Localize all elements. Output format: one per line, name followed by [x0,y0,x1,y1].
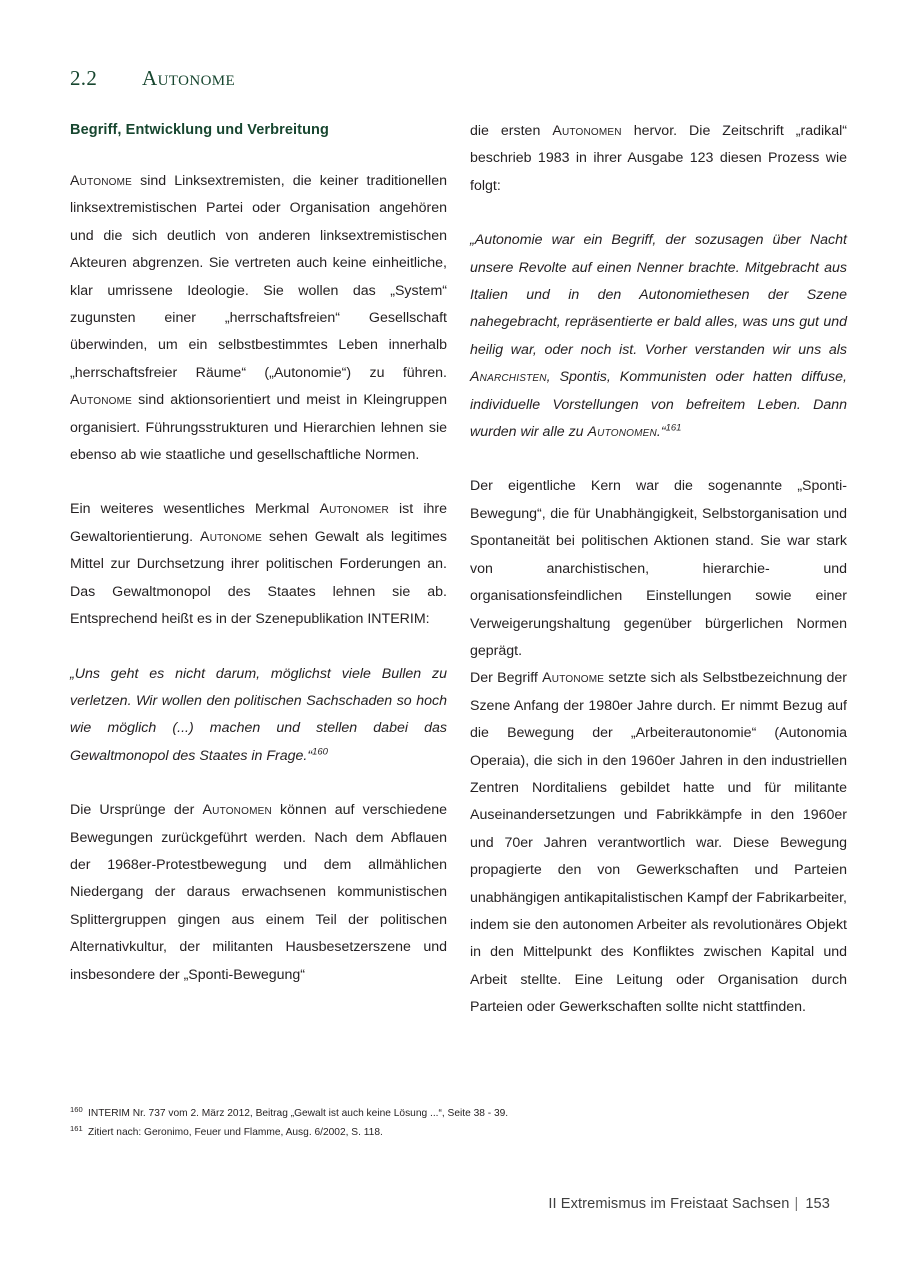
paragraph-r4: Der Begriff Autonome setzte sich als Selbstbezeichnung der Szene Anfang der 1980er Jahre durch. Er nimmt Bezug auf die Bewegung der „Arbeiterautonomie“ (Autonomia Operaia), die sich in den 1960er Jahren in den industriellen Zentren Norditaliens gebildet hatte und für militante Auseinandersetzungen und Fabrikkämpfe in den 1960er und 70er Jahren verantwortlich war. Diese Bewegung propagierte den von Gewerkschaften und Parteien unabhängigen antikapitalistischen Kampf der Fabrikarbeiter, indem sie den autonomen Arbeiter als revolutionäres Objekt in den Mittelpunkt des Konfliktes zwischen Kapital und Arbeit stellte. Eine Leitung oder Organisation durch Parteien oder Gewerkschaften sollte nicht stattfinden. [470,670,848,1016]
paragraph-r2-quote: „Autonomie war ein Begriff, der sozusagen über Nacht unsere Revolte auf einen Nenner brachte. Mitgebracht aus Italien und in den Autonomiethesen der Szene nahegebracht, repräsentierte er bald alles, was uns gut und heilig war, oder noch ist. Vorher verstanden wir uns als Anarchisten, Spontis, Kommunisten oder hatten diffuse, individuelle Vorstellungen von befreitem Leben. Dann wurden wir alle zu Autonomen.“$^{161}$ [470,232,847,441]
subheading: Begriff, Entwicklung und Verbreitung [70,122,329,138]
right-column [470,118,847,1049]
footnote-item [70,1104,830,1123]
footnotes-block [70,1104,830,1142]
page-footer [0,1196,830,1212]
footnote-number: 160 [70,1105,83,1114]
paragraph-r1: die ersten Autonomen hervor. Die Zeitschrift „radikal“ beschrieb 1983 in ihrer Ausgabe 123 diesen Prozess wie folgt: [470,123,847,194]
footnote-item [70,1123,830,1142]
paragraph-r3: Der eigentliche Kern war die sogenannte „Sponti-Bewegung“, die für Unabhängigkeit, Selbstorganisation und Spontaneität bei politischen Aktionen stand. Sie war stark von anarchistischen, hierarchie- und organisationsfeindlichen Einstellungen sowie einer Verweigerungshaltung gegenüber bürgerlichen Normen geprägt. [470,478,847,659]
paragraph-p3-quote: „Uns geht es nicht darum, möglichst viele Bullen zu verletzen. Wir wollen den politischen Sachschaden so hoch wie möglich (...) machen und stellen dabei das Gewaltmonopol des Staates in Frage.“$^{160}$ [70,665,447,764]
left-column [70,168,447,1016]
footnote-text: Zitiert nach: Geronimo, Feuer und Flamme, Ausg. 6/2002, S. 118. [88,1127,383,1138]
footer-separator: | [794,1196,799,1212]
section-heading [70,66,770,91]
footnote-number: 161 [70,1124,83,1133]
footnote-marker-160: 160 [312,745,328,757]
paragraph-p1: Autonome sind Linksextremisten, die keiner traditionellen linksextremistischen Partei oder Organisation angehören und die sich deutlich von anderen linksextremistischen Akteuren abgrenzen. Sie vertreten auch keine einheitliche, klar umrissene Ideologie. Sie wollen das „System“ zugunsten einer „herrschaftsfreien“ Gesellschaft überwinden, um ein selbstbestimmtes Leben innerhalb „herrschaftsfreier Räume“ („Autonomie“) zu führen. Autonome sind aktionsorientiert und meist in Kleingruppen organisiert. Führungsstrukturen und Hierarchien lehnen sie ebenso ab wie staatliche und gesellschaftliche Normen. [70,173,447,464]
page-number: 153 [805,1196,830,1212]
paragraph-p2: Ein weiteres wesentliches Merkmal Autonomer ist ihre Gewaltorientierung. Autonome sehen Gewalt als legitimes Mittel zur Durchsetzung ihrer politischen Forderungen an. Das Gewaltmonopol des Staates lehnen sie ab. Entsprechend heißt es in der Szenepublikation INTERIM: [70,501,448,628]
running-title: II Extremismus im Freistaat Sachsen [548,1196,790,1212]
section-number: 2.2 [70,66,98,90]
section-title: Autonome [142,66,236,90]
footnote-marker-161: 161 [665,422,682,434]
footnote-text: INTERIM Nr. 737 vom 2. März 2012, Beitrag „Gewalt ist auch keine Lösung ...“, Seite 38 - 39. [88,1108,509,1119]
paragraph-p4: Die Ursprünge der Autonomen können auf verschiedene Bewegungen zurückgeführt werden. Nach dem Abflauen der 1968er-Protestbewegung und dem allmählichen Niedergang der daraus erwachsenen kommunistischen Splittergruppen gingen aus einem Teil der politischen Alternativkultur, der militanten Hausbesetzerszene und insbesondere der „Sponti-Bewegung“ [70,802,447,983]
